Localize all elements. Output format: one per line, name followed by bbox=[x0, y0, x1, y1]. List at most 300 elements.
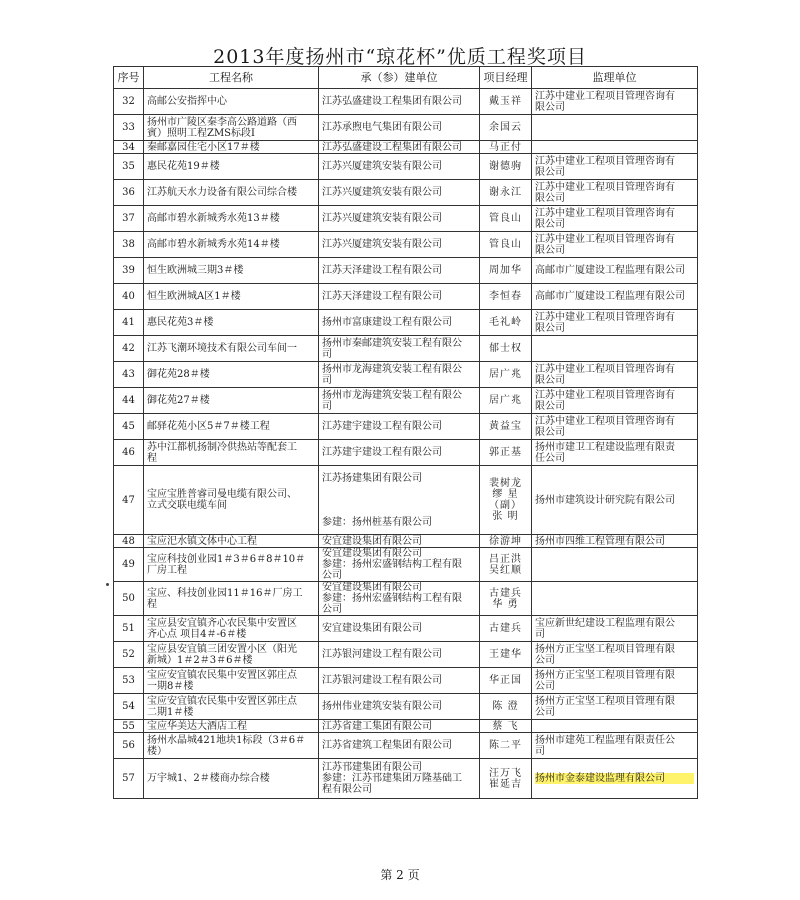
project-manager-line: 陈二平 bbox=[489, 740, 522, 751]
project-manager bbox=[480, 141, 532, 154]
builder-unit bbox=[319, 414, 480, 440]
builder-unit bbox=[319, 362, 480, 388]
builder-unit-line: 安宜建设集团有限公司 bbox=[322, 548, 422, 559]
builder-unit-line: 司 bbox=[322, 348, 332, 360]
supervisor-unit bbox=[532, 733, 698, 759]
table-row bbox=[114, 642, 698, 668]
supervisor-unit bbox=[532, 720, 698, 733]
supervisor-unit-line bbox=[535, 559, 694, 570]
builder-unit-line: 公司 bbox=[322, 570, 342, 581]
project-name-line: 宝应安宜镇农民集中安置区郭庄点 bbox=[147, 669, 297, 681]
table-header-row bbox=[114, 67, 698, 89]
project-manager bbox=[480, 582, 532, 616]
project-manager bbox=[480, 642, 532, 668]
project-name bbox=[144, 414, 319, 440]
row-number: 43 bbox=[114, 362, 144, 388]
supervisor-unit-line: 限公司 bbox=[535, 192, 565, 204]
row-number: 37 bbox=[114, 206, 144, 232]
project-name-line: 恒生欧洲城三期3＃楼 bbox=[147, 265, 244, 276]
builder-unit bbox=[319, 616, 480, 642]
builder-unit-line: 江苏承煦电气集团有限公司 bbox=[322, 122, 442, 133]
builder-unit bbox=[319, 548, 480, 582]
builder-unit-line: 公司 bbox=[322, 604, 342, 615]
supervisor-unit bbox=[532, 336, 698, 362]
table-row bbox=[114, 616, 698, 642]
supervisor-unit bbox=[532, 535, 698, 548]
supervisor-unit-line: 高邮市广厦建设工程监理有限公司 bbox=[535, 265, 685, 276]
project-manager-line: 居广兆 bbox=[489, 395, 522, 406]
project-manager bbox=[480, 206, 532, 232]
project-name-line: 宝应县安宜镇三团安置小区（阳光 bbox=[147, 643, 297, 655]
supervisor-unit bbox=[532, 154, 698, 180]
table-row bbox=[114, 141, 698, 154]
supervisor-unit-line: 扬州市建苑工程监理有限责任公 bbox=[535, 734, 675, 746]
project-manager-line: 谢德驹 bbox=[489, 161, 522, 172]
supervisor-unit-line: 公司 bbox=[535, 654, 555, 666]
supervisor-unit bbox=[532, 232, 698, 258]
header-name: 工程名称 bbox=[144, 67, 319, 89]
supervisor-unit bbox=[532, 414, 698, 440]
supervisor-unit-line: 江苏中建业工程项目管理咨询有 bbox=[535, 389, 675, 401]
project-manager-line: 居广兆 bbox=[489, 369, 522, 380]
builder-unit-line: 江苏建宇建设工程有限公司 bbox=[322, 421, 442, 432]
project-name-line: 扬州水晶城421地块1标段（3＃6＃ bbox=[147, 734, 306, 746]
supervisor-unit-line bbox=[535, 122, 694, 133]
project-name-line: 高邮市碧水新城秀水苑14＃楼 bbox=[147, 239, 280, 250]
builder-unit-line: 安宜建设集团有限公司 bbox=[322, 535, 422, 547]
builder-unit-line: 江苏兴厦建筑安装有限公司 bbox=[322, 187, 442, 198]
builder-unit bbox=[319, 733, 480, 759]
builder-unit-line: 参建：扬州宏盛钢结构工程有限 bbox=[322, 559, 462, 570]
builder-unit-line: 江苏银河建设工程有限公司 bbox=[322, 675, 442, 686]
table-row bbox=[114, 582, 698, 616]
builder-unit bbox=[319, 336, 480, 362]
project-name-line: 程 bbox=[147, 452, 157, 464]
builder-unit-line: 安宜建设集团有限公司 bbox=[322, 623, 422, 634]
row-number: 55 bbox=[114, 720, 144, 733]
builder-unit-line: 江苏省建筑工程集团有限公司 bbox=[322, 740, 452, 751]
supervisor-unit-line: 限公司 bbox=[535, 400, 565, 412]
project-manager-line: 张 明 bbox=[492, 511, 519, 522]
project-name-line: 程 bbox=[147, 598, 157, 610]
row-number: 53 bbox=[114, 668, 144, 694]
builder-unit bbox=[319, 154, 480, 180]
table-row bbox=[114, 720, 698, 733]
supervisor-unit bbox=[532, 284, 698, 310]
builder-unit bbox=[319, 206, 480, 232]
supervisor-unit-line: 司 bbox=[535, 628, 545, 640]
builder-unit-line: 参建：扬州宏盛钢结构工程有限 bbox=[322, 593, 462, 604]
supervisor-unit bbox=[532, 180, 698, 206]
project-name-line: 宝应县安宜镇齐心农民集中安置区 bbox=[147, 617, 297, 629]
table-row bbox=[114, 535, 698, 548]
project-name bbox=[144, 466, 319, 535]
project-manager-line: 缪 星 bbox=[492, 489, 519, 500]
supervisor-unit-line: 江苏中建业工程项目管理咨询有 bbox=[535, 155, 675, 167]
project-manager bbox=[480, 720, 532, 733]
row-number: 49 bbox=[114, 548, 144, 582]
supervisor-unit-line: 公司 bbox=[535, 680, 555, 692]
project-name bbox=[144, 388, 319, 414]
supervisor-unit-line: 扬州方正宝坚工程项目管理有限 bbox=[535, 643, 675, 655]
project-manager-line: 郭正基 bbox=[489, 447, 522, 458]
project-name-line: 江苏航天水力设备有限公司综合楼 bbox=[147, 187, 297, 198]
project-manager bbox=[480, 154, 532, 180]
row-number: 41 bbox=[114, 310, 144, 336]
project-manager-line: 裴树龙 bbox=[489, 478, 522, 489]
row-number: 50 bbox=[114, 582, 144, 616]
builder-unit-line bbox=[322, 484, 476, 495]
builder-unit bbox=[319, 694, 480, 720]
supervisor-unit bbox=[532, 115, 698, 141]
supervisor-unit-line bbox=[535, 721, 694, 732]
project-manager-line: 王建华 bbox=[489, 649, 522, 660]
supervisor-unit-line: 江苏中建业工程项目管理咨询有 bbox=[535, 181, 675, 193]
builder-unit bbox=[319, 115, 480, 141]
builder-unit-line: 扬州伟业建筑安装有限公司 bbox=[322, 701, 442, 712]
page-number: 第 2 页 bbox=[380, 868, 420, 882]
project-manager-line: 马正付 bbox=[489, 141, 522, 153]
table-row bbox=[114, 115, 698, 141]
builder-unit-line: 司 bbox=[322, 374, 332, 386]
row-number: 45 bbox=[114, 414, 144, 440]
project-name bbox=[144, 154, 319, 180]
supervisor-unit-line bbox=[535, 142, 694, 153]
builder-unit-line bbox=[322, 495, 476, 506]
builder-unit-line: 司 bbox=[322, 400, 332, 412]
supervisor-unit bbox=[532, 616, 698, 642]
table-row bbox=[114, 548, 698, 582]
project-name-line: 新城）1＃2＃3＃6＃楼 bbox=[147, 654, 253, 666]
table-row bbox=[114, 232, 698, 258]
table-row bbox=[114, 388, 698, 414]
project-manager bbox=[480, 548, 532, 582]
supervisor-unit bbox=[532, 206, 698, 232]
project-manager bbox=[480, 336, 532, 362]
row-number: 44 bbox=[114, 388, 144, 414]
builder-unit bbox=[319, 141, 480, 154]
builder-unit-line: 扬州市龙海建筑安装工程有限公 bbox=[322, 363, 462, 375]
row-number: 46 bbox=[114, 440, 144, 466]
project-name-line: 御花苑28＃楼 bbox=[147, 369, 210, 380]
table-row bbox=[114, 310, 698, 336]
project-name-line: 宝应科技创业园1＃3＃6＃8＃10＃ bbox=[147, 553, 306, 565]
supervisor-unit-line: 限公司 bbox=[535, 166, 565, 178]
row-number: 40 bbox=[114, 284, 144, 310]
builder-unit-line: 江苏天泽建设工程有限公司 bbox=[322, 265, 442, 276]
supervisor-unit-line: 任公司 bbox=[535, 452, 565, 464]
row-number: 34 bbox=[114, 141, 144, 154]
project-name bbox=[144, 616, 319, 642]
project-name bbox=[144, 535, 319, 548]
project-name-line: 江苏飞潮环境技术有限公司车间一 bbox=[147, 343, 297, 354]
supervisor-unit-line: 宝应新世纪建设工程监理有限公 bbox=[535, 617, 675, 629]
row-number: 56 bbox=[114, 733, 144, 759]
project-manager-line: 汪万飞 bbox=[489, 767, 522, 779]
project-manager-line: 古建兵 bbox=[489, 623, 522, 634]
supervisor-unit bbox=[532, 466, 698, 535]
supervisor-unit-highlighted bbox=[532, 759, 698, 799]
supervisor-unit bbox=[532, 388, 698, 414]
project-name bbox=[144, 759, 319, 799]
table-row bbox=[114, 89, 698, 115]
supervisor-unit-line: 扬州市建筑设计研究院有限公司 bbox=[535, 494, 675, 506]
scan-speck bbox=[106, 583, 109, 586]
row-number: 42 bbox=[114, 336, 144, 362]
project-manager bbox=[480, 694, 532, 720]
project-manager bbox=[480, 616, 532, 642]
builder-unit bbox=[319, 759, 480, 799]
supervisor-unit-line: 江苏中建业工程项目管理咨询有 bbox=[535, 90, 675, 102]
project-manager bbox=[480, 388, 532, 414]
header-supervisor: 监理单位 bbox=[532, 67, 698, 89]
supervisor-unit-line: 江苏中建业工程项目管理咨询有 bbox=[535, 363, 675, 375]
builder-unit bbox=[319, 535, 480, 548]
table-row bbox=[114, 258, 698, 284]
project-manager-line: （副） bbox=[489, 500, 522, 511]
table-row bbox=[114, 362, 698, 388]
builder-unit bbox=[319, 310, 480, 336]
builder-unit-line: 江苏银河建设工程有限公司 bbox=[322, 649, 442, 660]
row-number: 52 bbox=[114, 642, 144, 668]
row-number: 51 bbox=[114, 616, 144, 642]
project-manager-line: 华 勇 bbox=[492, 598, 519, 610]
project-manager bbox=[480, 668, 532, 694]
project-manager bbox=[480, 232, 532, 258]
project-name-line: 宝应、科技创业园11＃16＃厂房工 bbox=[147, 587, 303, 599]
supervisor-unit-line: 限公司 bbox=[535, 426, 565, 438]
project-name-line: 立式交联电缆车间 bbox=[147, 500, 227, 511]
supervisor-unit bbox=[532, 258, 698, 284]
project-name-line: 齐心点 项目4＃-6＃楼 bbox=[147, 628, 247, 640]
builder-unit bbox=[319, 284, 480, 310]
builder-unit-line: 江苏弘盛建设工程集团有限公司 bbox=[322, 96, 462, 107]
builder-unit bbox=[319, 232, 480, 258]
builder-unit-line: 江苏兴厦建筑安装有限公司 bbox=[322, 213, 442, 224]
project-name bbox=[144, 206, 319, 232]
supervisor-unit-line: 限公司 bbox=[535, 218, 565, 230]
table-row bbox=[114, 414, 698, 440]
builder-unit-line: 江苏建宇建设工程有限公司 bbox=[322, 447, 442, 458]
table-row bbox=[114, 733, 698, 759]
builder-unit bbox=[319, 388, 480, 414]
builder-unit bbox=[319, 668, 480, 694]
builder-unit bbox=[319, 582, 480, 616]
supervisor-unit-line: 限公司 bbox=[535, 101, 565, 113]
project-name-line: 宝应华美达大酒店工程 bbox=[147, 720, 247, 732]
builder-unit-line: 扬州市秦邮建筑安装工程有限公 bbox=[322, 337, 462, 349]
builder-unit-line: 程有限公司 bbox=[322, 784, 372, 795]
project-name bbox=[144, 582, 319, 616]
supervisor-unit bbox=[532, 582, 698, 616]
row-number: 48 bbox=[114, 535, 144, 548]
supervisor-unit-line: 扬州市建卫工程建设监理有限责 bbox=[535, 441, 675, 453]
supervisor-unit-line: 扬州方正宝坚工程项目管理有限 bbox=[535, 669, 675, 681]
project-name-line: 恒生欧洲城A区1＃楼 bbox=[147, 291, 241, 302]
builder-unit-line: 参建：江苏邗建集团万隆基础工 bbox=[322, 773, 462, 784]
project-manager-line: 郁士权 bbox=[489, 343, 522, 354]
project-manager-line: 黄益宝 bbox=[489, 421, 522, 432]
project-name bbox=[144, 180, 319, 206]
project-name bbox=[144, 440, 319, 466]
supervisor-unit bbox=[532, 642, 698, 668]
supervisor-unit-line: 江苏中建业工程项目管理咨询有 bbox=[535, 415, 675, 427]
table-body bbox=[114, 89, 698, 799]
row-number: 47 bbox=[114, 466, 144, 535]
project-manager-line: 崔延吉 bbox=[489, 778, 522, 790]
supervisor-unit bbox=[532, 141, 698, 154]
builder-unit-line: 参建：扬州桩基有限公司 bbox=[322, 516, 432, 528]
supervisor-unit-line: 扬州方正宝坚工程项目管理有限 bbox=[535, 695, 675, 707]
supervisor-unit-line: 限公司 bbox=[535, 244, 565, 256]
supervisor-unit bbox=[532, 668, 698, 694]
project-name-line: 扬州市广陵区秦李高公路道路（西 bbox=[147, 116, 297, 128]
project-manager-line: 徐游坤 bbox=[489, 535, 522, 547]
project-manager-line: 余国云 bbox=[489, 122, 522, 133]
project-name-line: 楼） bbox=[147, 745, 167, 757]
project-name-line: 邮驿花苑小区5＃7＃楼工程 bbox=[147, 421, 270, 432]
project-name-line: 高邮市碧水新城秀水苑13＃楼 bbox=[147, 213, 280, 224]
project-manager-line: 吕正洪 bbox=[489, 553, 522, 565]
supervisor-unit bbox=[532, 310, 698, 336]
project-manager-line: 管良山 bbox=[489, 239, 522, 250]
row-number: 57 bbox=[114, 759, 144, 799]
builder-unit-line: 江苏扬建集团有限公司 bbox=[322, 472, 422, 484]
project-manager-line: 华正国 bbox=[489, 675, 522, 686]
builder-unit-line: 江苏邗建集团有限公司 bbox=[322, 762, 422, 773]
row-number: 39 bbox=[114, 258, 144, 284]
project-name-line: 高邮公安指挥中心 bbox=[147, 96, 227, 107]
project-name-line: 秦邮嘉园住宅小区17＃楼 bbox=[147, 141, 260, 153]
project-name-line: 宝应汜水镇文体中心工程 bbox=[147, 535, 257, 547]
project-manager bbox=[480, 466, 532, 535]
project-name bbox=[144, 733, 319, 759]
project-name bbox=[144, 115, 319, 141]
builder-unit bbox=[319, 258, 480, 284]
project-name-line: 苏中江都机扬制冷供热站等配套工 bbox=[147, 441, 297, 453]
supervisor-unit bbox=[532, 362, 698, 388]
supervisor-unit-line: 江苏中建业工程项目管理咨询有 bbox=[535, 233, 675, 245]
project-manager-line: 古建兵 bbox=[489, 587, 522, 599]
supervisor-unit-line: 高邮市广厦建设工程监理有限公司 bbox=[535, 291, 685, 302]
supervisor-unit-line: 江苏中建业工程项目管理咨询有 bbox=[535, 311, 675, 323]
project-name-line: 万宇城1、2＃楼商办综合楼 bbox=[147, 773, 270, 784]
table-row bbox=[114, 466, 698, 535]
project-name bbox=[144, 141, 319, 154]
table-row bbox=[114, 154, 698, 180]
project-manager-line: 李恒春 bbox=[489, 291, 522, 302]
builder-unit-line: 江苏兴厦建筑安装有限公司 bbox=[322, 161, 442, 172]
table-row bbox=[114, 694, 698, 720]
project-name-line: 惠民花苑3＃楼 bbox=[147, 317, 214, 328]
supervisor-unit-line: 公司 bbox=[535, 706, 555, 718]
project-manager-line: 毛礼岭 bbox=[489, 317, 522, 328]
table-row bbox=[114, 759, 698, 799]
table-row bbox=[114, 336, 698, 362]
supervisor-unit-line bbox=[535, 343, 694, 354]
builder-unit-line: 安宜建设集团有限公司 bbox=[322, 582, 422, 593]
project-name bbox=[144, 258, 319, 284]
project-name bbox=[144, 642, 319, 668]
builder-unit-line: 江苏省建工集团有限公司 bbox=[322, 720, 432, 732]
project-name bbox=[144, 336, 319, 362]
builder-unit bbox=[319, 440, 480, 466]
supervisor-unit bbox=[532, 694, 698, 720]
builder-unit-line: 江苏兴厦建筑安装有限公司 bbox=[322, 239, 442, 250]
project-name bbox=[144, 668, 319, 694]
document-title: 2013年度扬州市“琼花杯”优质工程奖项目 bbox=[213, 46, 587, 68]
builder-unit bbox=[319, 642, 480, 668]
project-name-line: 惠民花苑19＃楼 bbox=[147, 161, 220, 172]
header-builder: 承（参）建单位 bbox=[319, 67, 480, 89]
builder-unit-line: 扬州市富康建设工程有限公司 bbox=[322, 317, 452, 328]
project-name-line: 御花苑27＃楼 bbox=[147, 395, 210, 406]
project-manager bbox=[480, 180, 532, 206]
project-manager bbox=[480, 284, 532, 310]
builder-unit-line: 江苏天泽建设工程有限公司 bbox=[322, 291, 442, 302]
project-manager-line: 吴红顺 bbox=[489, 564, 522, 576]
project-name-line: 一期8＃楼 bbox=[147, 680, 194, 692]
project-name bbox=[144, 362, 319, 388]
supervisor-unit bbox=[532, 548, 698, 582]
supervisor-unit bbox=[532, 440, 698, 466]
table-row bbox=[114, 206, 698, 232]
project-manager bbox=[480, 362, 532, 388]
project-name bbox=[144, 232, 319, 258]
project-manager bbox=[480, 89, 532, 115]
supervisor-unit-line: 扬州市金泰建设监理有限公司 bbox=[535, 773, 694, 784]
project-manager bbox=[480, 440, 532, 466]
project-manager bbox=[480, 258, 532, 284]
header-pm: 项目经理 bbox=[480, 67, 532, 89]
project-name-line: 厂房工程 bbox=[147, 564, 187, 576]
project-name bbox=[144, 694, 319, 720]
builder-unit bbox=[319, 466, 480, 535]
project-name-line: 宝应安宜镇农民集中安置区郭庄点 bbox=[147, 695, 297, 707]
project-manager bbox=[480, 414, 532, 440]
supervisor-unit-line: 江苏中建业工程项目管理咨询有 bbox=[535, 207, 675, 219]
project-manager-line: 蔡 飞 bbox=[492, 720, 519, 732]
project-manager bbox=[480, 733, 532, 759]
project-manager-line: 管良山 bbox=[489, 213, 522, 224]
table-row bbox=[114, 284, 698, 310]
project-name-line: 賓）照明工程ZMS标段Ⅰ bbox=[147, 127, 255, 139]
project-name bbox=[144, 548, 319, 582]
table-row bbox=[114, 668, 698, 694]
supervisor-unit bbox=[532, 89, 698, 115]
row-number: 33 bbox=[114, 115, 144, 141]
project-manager bbox=[480, 115, 532, 141]
supervisor-unit-line: 限公司 bbox=[535, 374, 565, 386]
project-manager-line: 戴玉祥 bbox=[489, 96, 522, 107]
row-number: 35 bbox=[114, 154, 144, 180]
supervisor-unit-line: 扬州市四维工程管理有限公司 bbox=[535, 535, 665, 547]
row-number: 54 bbox=[114, 694, 144, 720]
table-row bbox=[114, 440, 698, 466]
builder-unit-line bbox=[322, 506, 476, 517]
project-manager-line: 陈 澄 bbox=[492, 701, 519, 712]
builder-unit bbox=[319, 180, 480, 206]
builder-unit bbox=[319, 720, 480, 733]
project-manager bbox=[480, 310, 532, 336]
header-no: 序号 bbox=[114, 67, 144, 89]
project-name bbox=[144, 720, 319, 733]
supervisor-unit-line: 限公司 bbox=[535, 322, 565, 334]
project-table bbox=[113, 66, 698, 799]
row-number: 32 bbox=[114, 89, 144, 115]
builder-unit bbox=[319, 89, 480, 115]
project-manager bbox=[480, 535, 532, 548]
